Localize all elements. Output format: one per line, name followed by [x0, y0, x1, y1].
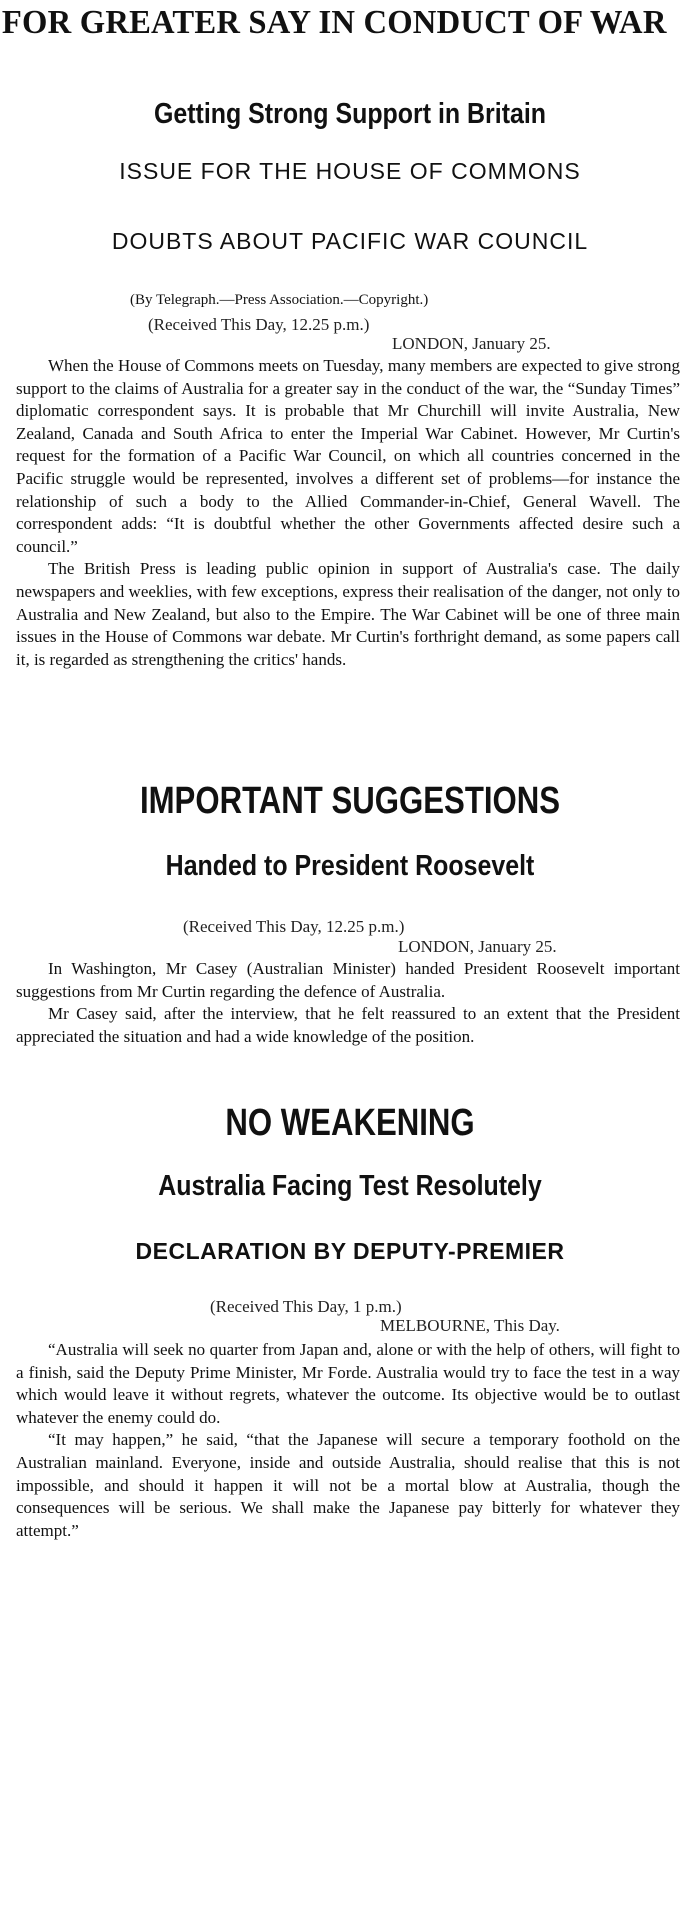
section-headline: IMPORTANT SUGGESTIONS	[139, 780, 561, 822]
paragraph: “Australia will seek no quarter from Japan and, alone or with the help of others, will fight to a finish, said the Deputy Prime Minister, Mr Forde. Australia would try to face the test in a way which would leave it without regrets, whatever the outcome. Its objective would be to outlast whatever the enemy could do.	[16, 1340, 680, 1427]
paragraph: In Washington, Mr Casey (Australian Minister) handed President Roosevelt important suggestions from Mr Curtin regarding the defence of Australia.	[16, 959, 680, 1001]
subheadline: Australia Facing Test Resolutely	[158, 1170, 542, 1202]
dateline: LONDON, January 25.	[398, 937, 557, 956]
deck-headline-1: ISSUE FOR THE HOUSE OF COMMONS	[119, 158, 581, 184]
received-time: (Received This Day, 12.25 p.m.)	[148, 315, 370, 334]
subheadline: Handed to President Roosevelt	[165, 850, 535, 882]
deck-headline: DECLARATION BY DEPUTY-PREMIER	[135, 1238, 565, 1264]
dateline: LONDON, January 25.	[392, 334, 551, 353]
deck-headline-2: DOUBTS ABOUT PACIFIC WAR COUNCIL	[111, 228, 589, 254]
article-body	[16, 355, 680, 671]
section-headline: NO WEAKENING	[225, 1102, 475, 1144]
dateline: MELBOURNE, This Day.	[380, 1316, 560, 1335]
subheadline: Getting Strong Support in Britain	[153, 98, 547, 130]
paragraph: Mr Casey said, after the interview, that he felt reassured to an extent that the President appreciated the situation and had a wide knowledge of the position.	[16, 1004, 680, 1046]
paragraph: The British Press is leading public opinion in support of Australia's case. The daily newspapers and weeklies, with few exceptions, express their realisation of the danger, not only to Australia and New Zealand, but also to the Empire. The War Cabinet will be one of three main issues in the House of Commons war debate. Mr Curtin's forthright demand, as some papers call it, is regarded as strengthening the critics' hands.	[16, 559, 680, 669]
main-headline: FOR GREATER SAY IN CONDUCT OF WAR	[1, 4, 667, 41]
received-time: (Received This Day, 1 p.m.)	[210, 1297, 402, 1316]
article-body	[16, 1339, 680, 1542]
received-time: (Received This Day, 12.25 p.m.)	[183, 917, 405, 936]
paragraph: “It may happen,” he said, “that the Japanese will secure a temporary foothold on the Australian mainland. Everyone, inside and outside Australia, should realise that this is not impossible, and should it happen it will not be a mortal blow at Australia, though the consequences will be serious. We shall make the Japanese pay bitterly for whatever they attempt.”	[16, 1430, 680, 1540]
paragraph: When the House of Commons meets on Tuesday, many members are expected to give strong support to the claims of Australia for a greater say in the conduct of the war, the “Sunday Times” diplomatic correspondent says. It is probable that Mr Churchill will invite Australia, New Zealand, Canada and South Africa to enter the Imperial War Cabinet. However, Mr Curtin's request for the formation of a Pacific War Council, on which all countries concerned in the Pacific struggle would be represented, involves a different set of problems—for instance the relationship of such a body to the Allied Commander-in-Chief, General Wavell. The correspondent adds: “It is doubtful whether the other Governments affected desire such a council.”	[16, 356, 680, 556]
press-credit: (By Telegraph.—Press Association.—Copyright.)	[130, 292, 429, 308]
article-body	[16, 958, 680, 1048]
